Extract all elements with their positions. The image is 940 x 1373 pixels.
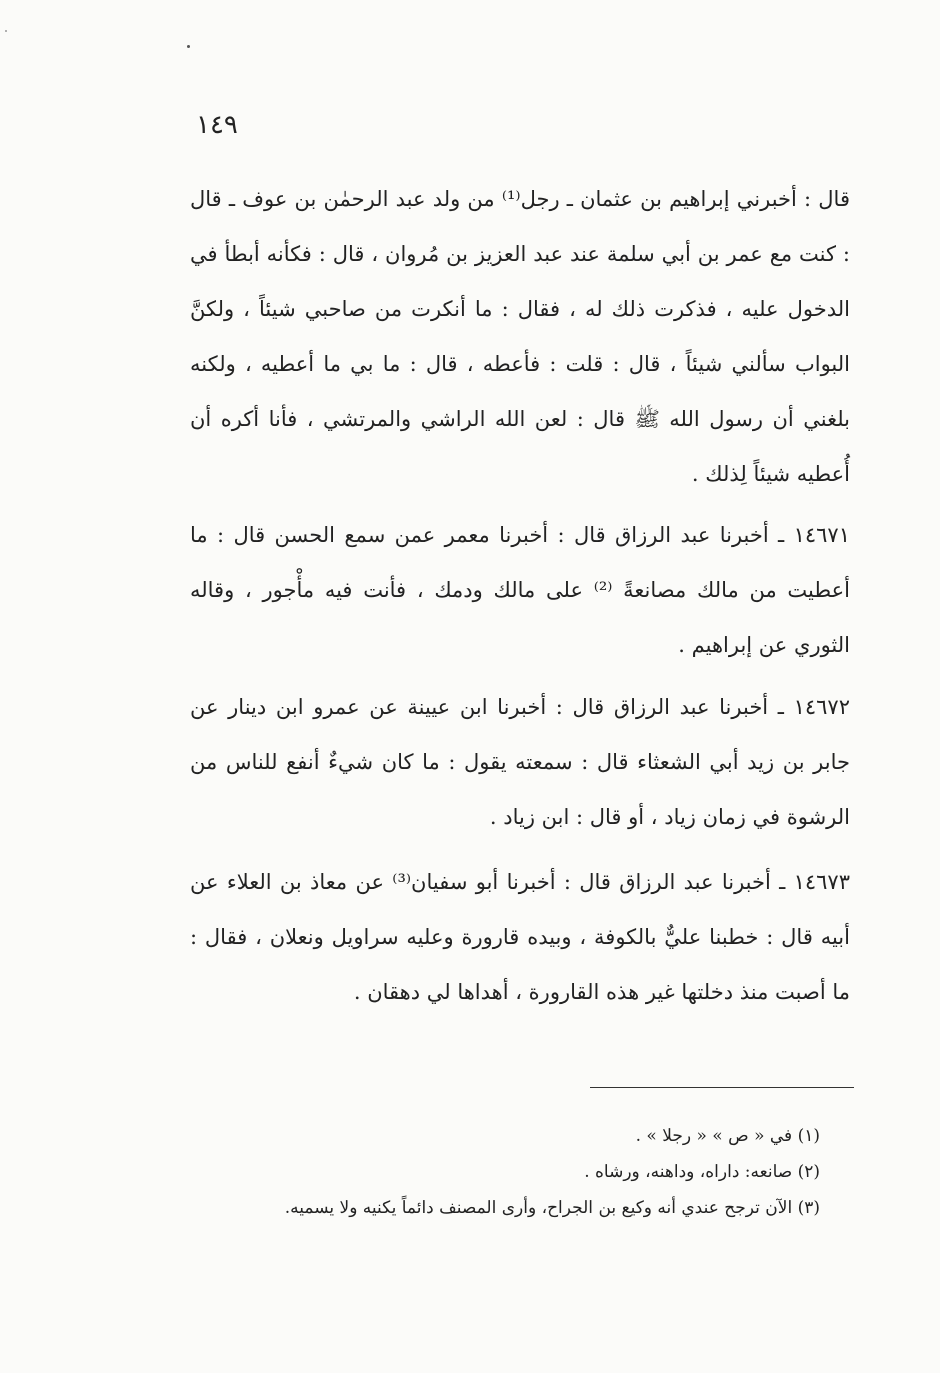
footnotes <box>140 1118 820 1226</box>
hadith-14672 <box>190 680 850 845</box>
paragraph-text: قال : أخبرني إبراهيم بن عثمان ـ رجل⁽¹⁾ من ولد عبد الرحمٰن بن عوف ـ قال : كنت مع عمر بن أبي سلمة عند عبد العزيز بن مُروان ، قال : فكأنه أبطأ في الدخول عليه ، فذكرت ذلك له ، فقال : ما أنكرت من صاحبي شيئاً ، ولكنَّ البواب سألني شيئاً ، قال : قلت : فأعطه ، قال : ما بي ما أعطيه ، ولكنه بلغني أن رسول الله ﷺ قال : لعن الله الراشي والمرتشي ، فأنا أكره أن أُعطيه شيئاً لِذلك . <box>190 187 850 486</box>
paragraph-text: ١٤٦٧١ ـ أخبرنا عبد الرزاق قال : أخبرنا معمر عمن سمع الحسن قال : ما أعطيت من مالك مصانعةً ⁽²⁾ على مالك ودمك ، فأنت فيه مأْجور ، وقاله الثوري عن إبراهيم . <box>190 523 850 657</box>
paragraph-text: ١٤٦٧٢ ـ أخبرنا عبد الرزاق قال : أخبرنا ابن عيينة عن عمرو ابن دينار عن جابر بن زيد أبي الشعثاء قال : سمعته يقول : ما كان شيءٌ أنفع للناس من الرشوة في زمان زياد ، أو قال : ابن زياد . <box>190 695 850 829</box>
footnote-divider <box>590 1087 854 1088</box>
footnote-3: (٣) الآن ترجح عندي أنه وكيع بن الجراح، وأرى المصنف دائماً يكنيه ولا يسميه. <box>284 1198 820 1218</box>
page-number: ١٤٩ <box>196 110 238 140</box>
speck-mark <box>187 45 190 48</box>
hadith-14671 <box>190 508 850 673</box>
text-paragraph <box>190 172 850 502</box>
speck-mark <box>5 30 7 32</box>
paragraph-text: ١٤٦٧٣ ـ أخبرنا عبد الرزاق قال : أخبرنا أبو سفيان⁽³⁾ عن معاذ بن العلاء عن أبيه قال : خطبنا عليٌّ بالكوفة ، وبيده قارورة وعليه سراويل ونعلان ، فقال : ما أصبت منذ دخلتها غير هذه القارورة ، أهداها لي دهقان . <box>190 870 850 1004</box>
hadith-14673 <box>190 855 850 1020</box>
footnote-1: (١) في « ص » « رجلا » . <box>635 1126 820 1146</box>
footnote-2: (٢) صانعه: داراه، وداهنه، ورشاه . <box>584 1162 820 1182</box>
